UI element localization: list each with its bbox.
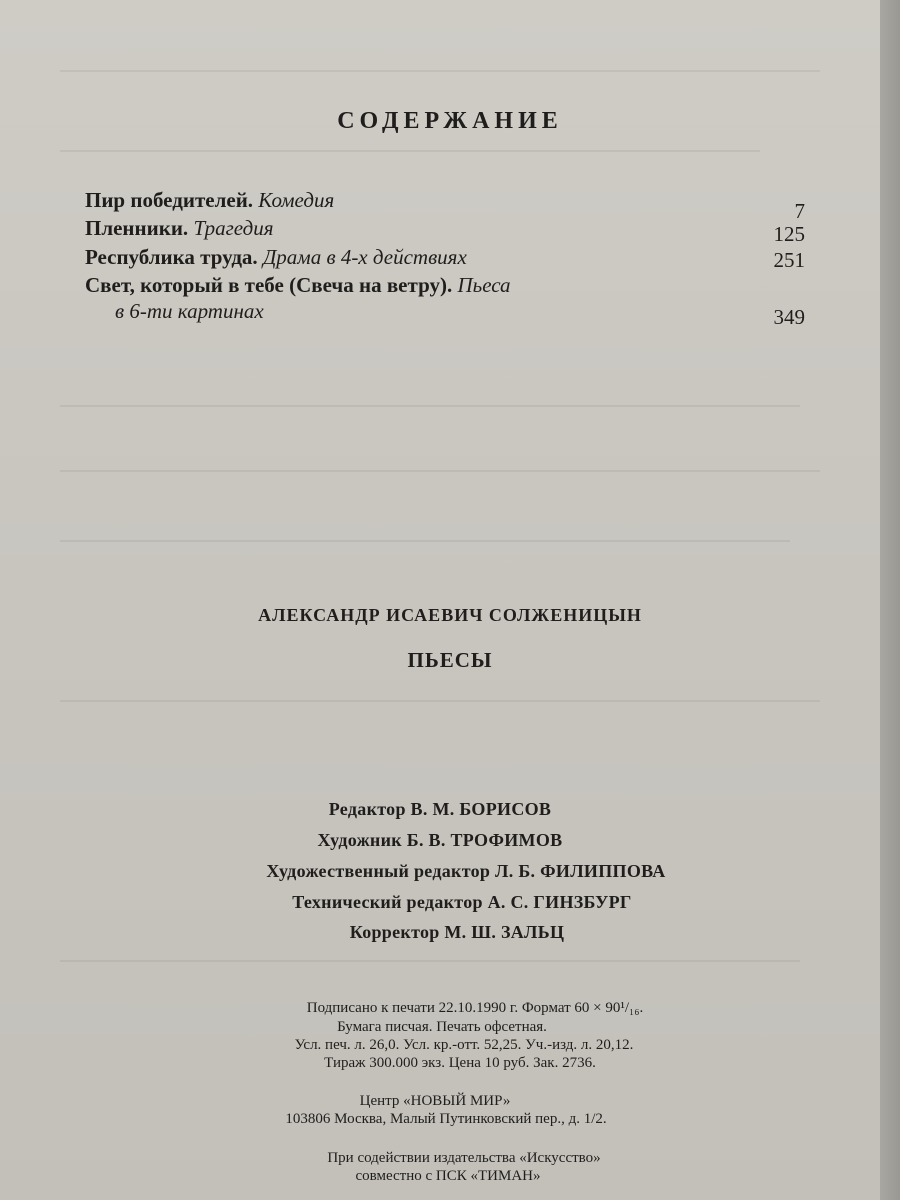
imprint-assist: При содействии издательства «Искусство» xyxy=(327,1150,601,1166)
toc-page-number: 251 xyxy=(773,248,805,272)
bleed-through-line xyxy=(60,405,800,407)
credit-tech-editor: Технический редактор А. С. ГИНЗБУРГ xyxy=(292,892,632,912)
bleed-through-line xyxy=(60,700,820,702)
bleed-through-line xyxy=(60,470,820,472)
imprint-paper: Бумага писчая. Печать офсетная. xyxy=(337,1019,547,1035)
toc-page-number: 7 xyxy=(794,199,805,223)
imprint-assist-cont: совместно с ПСК «ТИМАН» xyxy=(355,1168,541,1184)
toc-entry-title: Республика труда. xyxy=(85,245,258,269)
toc-entry-title: Пленники. xyxy=(85,216,189,240)
imprint-run: Тираж 300.000 экз. Цена 10 руб. Зак. 2736. xyxy=(324,1055,596,1071)
imprint-signed: Подписано к печати 22.10.1990 г. Формат 60 × 90¹/₁₆. xyxy=(306,1000,644,1016)
toc-page-number: 125 xyxy=(773,222,805,246)
toc-entry-genre: Трагедия xyxy=(193,216,274,240)
bleed-through-line xyxy=(60,70,820,72)
toc-entry-title: Свет, который в тебе (Свеча на ветру). xyxy=(85,273,453,297)
toc-entry xyxy=(85,273,511,298)
bleed-through-line xyxy=(60,540,790,542)
toc-entry-genre-continued: в 6-ти картинах xyxy=(115,299,264,323)
imprint-address: 103806 Москва, Малый Путинковский пер., д. 1/2. xyxy=(285,1111,607,1127)
toc-page-number: 349 xyxy=(773,305,805,329)
book-title: ПЬЕСЫ xyxy=(407,648,493,672)
toc-entry-genre: Комедия xyxy=(258,188,335,212)
toc-entry-genre: Пьеса xyxy=(457,273,511,297)
credit-artist: Художник Б. В. ТРОФИМОВ xyxy=(317,830,563,850)
toc-entry xyxy=(85,245,467,270)
credit-art-editor: Художественный редактор Л. Б. ФИЛИППОВА xyxy=(266,861,666,881)
toc-entry-genre: Драма в 4-х действиях xyxy=(262,245,467,269)
toc-entry-continuation xyxy=(115,299,264,324)
book-author: АЛЕКСАНДР ИСАЕВИЧ СОЛЖЕНИЦЫН xyxy=(258,605,642,625)
toc-entry xyxy=(85,188,334,213)
credit-proofreader: Корректор М. Ш. ЗАЛЬЦ xyxy=(349,922,565,942)
imprint-sheets: Усл. печ. л. 26,0. Усл. кр.-отт. 52,25. Уч.-изд. л. 20,12. xyxy=(294,1037,634,1053)
toc-heading: СОДЕРЖАНИЕ xyxy=(337,108,563,134)
bleed-through-line xyxy=(60,150,760,152)
toc-entry-title: Пир победителей. xyxy=(85,188,254,212)
credit-editor: Редактор В. М. БОРИСОВ xyxy=(328,799,552,819)
imprint-publisher: Центр «НОВЫЙ МИР» xyxy=(359,1093,511,1109)
toc-entry xyxy=(85,216,273,241)
bleed-through-line xyxy=(60,960,800,962)
